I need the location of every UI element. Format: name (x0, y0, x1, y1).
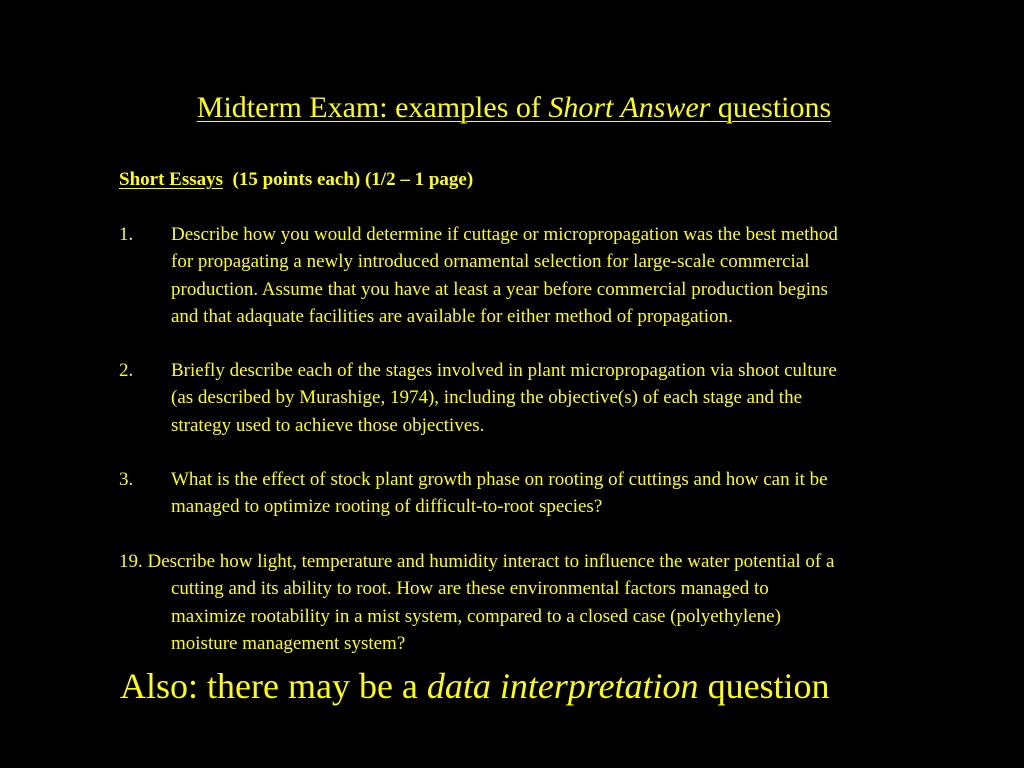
question-number: 3. (119, 469, 134, 490)
footer-text-end: question (698, 666, 830, 706)
title-emphasis: Short Answer (548, 91, 711, 124)
question-text: 19. Describe how light, temperature and humidity interact to influence the water potential of a cutting and its ability to root. How are these environmental factors managed to maximize rootability in a mist system, compared to a closed case (polyethylene) moisture management system? (119, 551, 835, 654)
question-2 (119, 357, 999, 439)
question-19 (119, 548, 999, 657)
question-text: What is the effect of stock plant growth phase on rooting of cuttings and how can it be managed to optimize rooting of difficult-to-root species? (171, 469, 828, 518)
section-label: Short Essays (119, 169, 223, 190)
question-text: Briefly describe each of the stages involved in plant micropropagation via shoot culture (as described by Murashige, 1974), including the objective(s) of each stage and the strategy used to achieve those objectives. (171, 360, 837, 436)
title-text-end: questions (710, 91, 832, 124)
section-detail: (15 points each) (1/2 – 1 page) (232, 169, 474, 190)
footer-note (120, 664, 830, 708)
question-number: 1. (119, 224, 134, 245)
footer-text: Also: there may be a (120, 666, 427, 706)
footer-emphasis: data interpretation (426, 666, 699, 706)
slide-title (0, 88, 1024, 128)
question-number: 2. (119, 360, 134, 381)
title-text: Midterm Exam: examples of (196, 91, 549, 124)
section-heading (119, 167, 473, 193)
question-text: Describe how you would determine if cuttage or micropropagation was the best method for propagating a newly introduced ornamental selection for large-scale commercial production. Assume that you have at least a year before commercial production begins and that adaquate facilities are available for either method of propagation. (171, 224, 838, 327)
question-3 (119, 466, 999, 521)
question-1 (119, 221, 999, 330)
